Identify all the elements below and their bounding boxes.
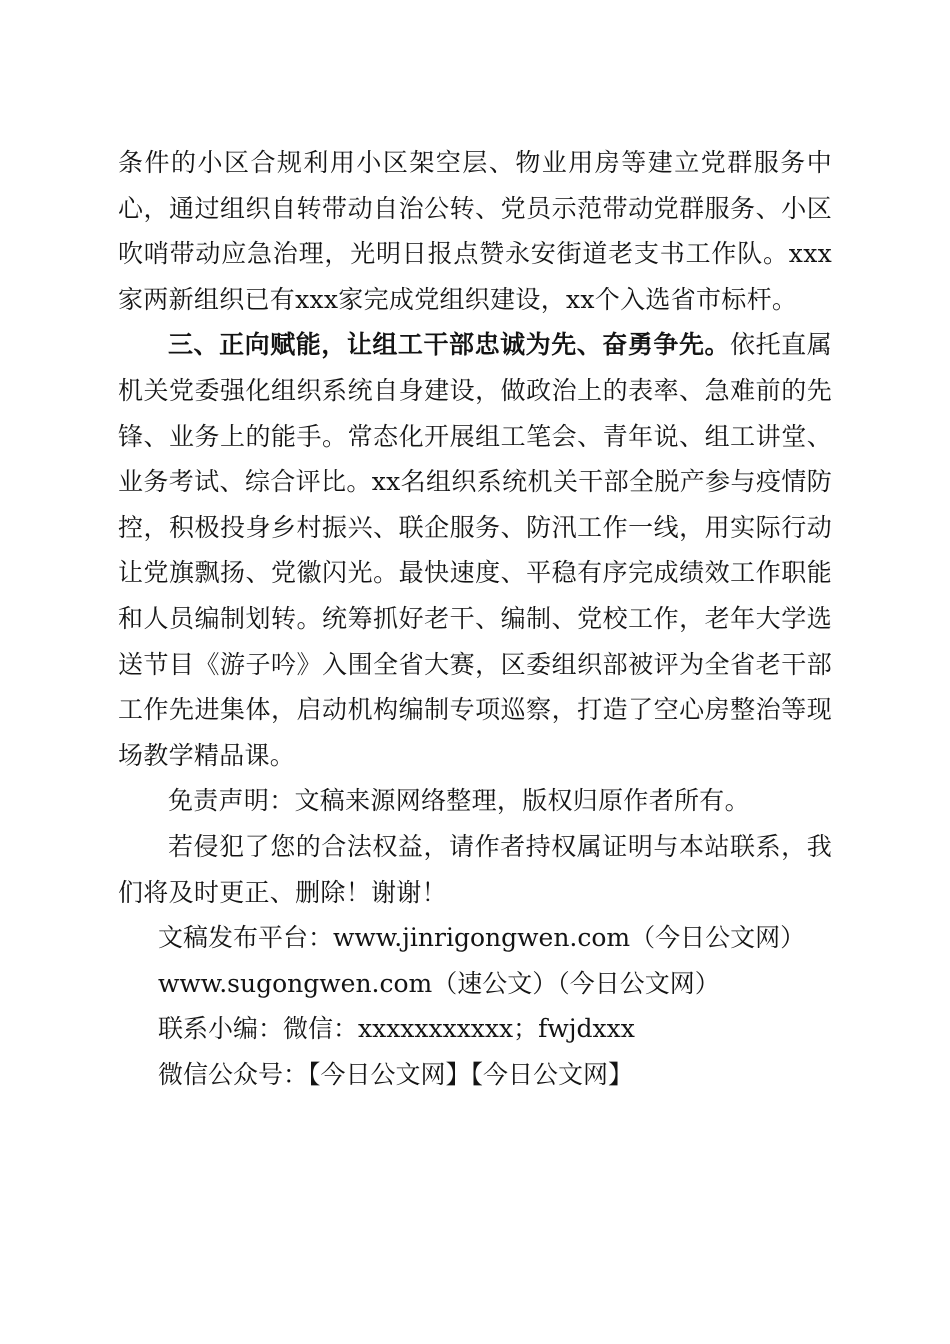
infringement-notice: 若侵犯了您的合法权益，请作者持权属证明与本站联系，我们将及时更正、删除！谢谢！ (118, 831, 832, 907)
wechat-account-line: 微信公众号：【今日公文网】【今日公文网】 (158, 1059, 634, 1089)
section-three-body: 依托直属机关党委强化组织系统自身建设，做政治上的表率、急难前的先锋、业务上的能手。常态化开展组工笔会、青年说、组工讲堂、业务考试、综合评比。xx名组织系统机关干部全脱产参与疫情防控，积极投身乡村振兴、联企服务、防汛工作一线，用实际行动让党旗飘扬、党徽闪光。最快速度、平稳有序完成绩效工作职能和人员编制划转。统筹抓好老干、编制、党校工作，老年大学选送节目《游子吟》入围全省大赛，区委组织部被评为全省老干部工作先进集体，启动机构编制专项巡察，打造了空心房整治等现场教学精品课。 (118, 330, 832, 770)
paragraph-community-service: 条件的小区合规利用小区架空层、物业用房等建立党群服务中心，通过组织自转带动自治公转、党员示范带动党群服务、小区吹哨带动应急治理，光明日报点赞永安街道老支书工作队。xxx家两新组织已有xxx家完成党组织建设，xx个入选省市标杆。 (118, 148, 832, 314)
publish-platform-line: 文稿发布平台：www.jinrigongwen.com（今日公文网） (158, 923, 806, 953)
disclaimer-text: 免责声明：文稿来源网络整理，版权归原作者所有。 (168, 786, 750, 816)
document-page (118, 140, 832, 1097)
website-line: www.sugongwen.com（速公文）（今日公文网） (158, 968, 720, 998)
paragraph-section-three (118, 322, 832, 778)
contact-editor-line: 联系小编：微信：xxxxxxxxxxx；fwjdxxx (158, 1014, 635, 1044)
section-three-heading: 三、正向赋能，让组工干部忠诚为先、奋勇争先。 (168, 330, 731, 360)
